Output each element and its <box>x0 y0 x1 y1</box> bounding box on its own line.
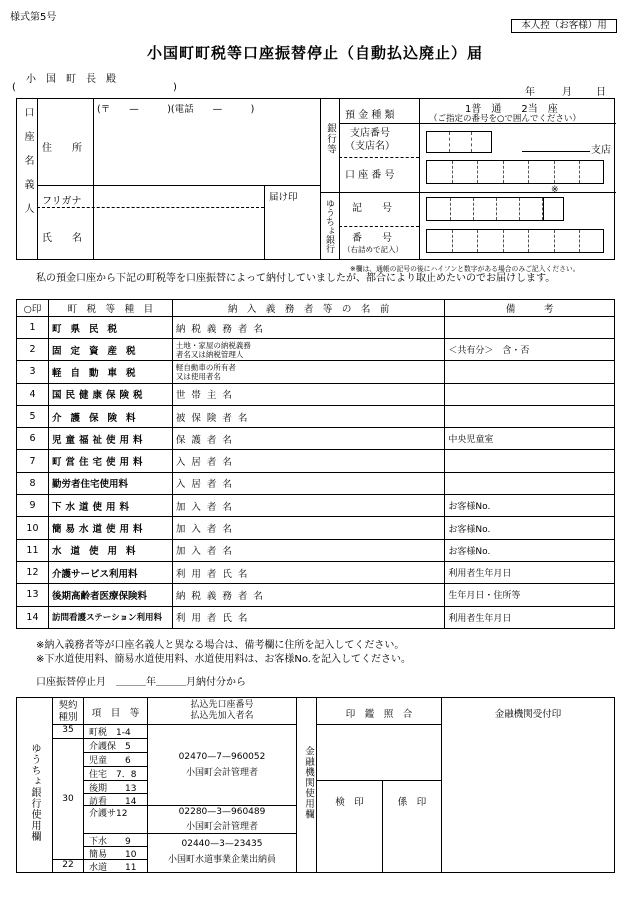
number-note: （右詰めで記入） <box>343 245 403 254</box>
tax-item: 簡易水道使用料 <box>48 517 172 539</box>
tax-item: 固定資産税 <box>48 339 172 361</box>
copy-label: 本人控（お客様）用 <box>511 19 617 33</box>
row-number[interactable]: 1 <box>17 317 49 339</box>
symbol-asterisk: ※ <box>551 185 559 195</box>
payer-label[interactable]: 加入者名 <box>172 539 444 561</box>
table-row <box>17 539 615 561</box>
tax-item: 後期高齢者医療保険料 <box>48 584 172 606</box>
remarks-cell[interactable] <box>445 450 615 472</box>
bottom-item-label: 後期 13 <box>89 784 137 794</box>
tax-table-header <box>17 300 615 317</box>
table-row <box>17 495 615 517</box>
table-row <box>17 361 615 383</box>
row-number[interactable]: 14 <box>17 606 49 628</box>
remarks-cell[interactable]: お客様No. <box>445 539 615 561</box>
tax-item: 訪問看護ステーション利用料 <box>48 606 172 628</box>
addressee-paren-close: ) <box>173 82 177 93</box>
table-row <box>17 405 615 427</box>
header-mark: ○印 <box>17 300 49 317</box>
remarks-cell[interactable]: 利用者生年月日 <box>445 606 615 628</box>
remarks-cell[interactable] <box>445 361 615 383</box>
deposit-type-label: 預 金 種 類 <box>345 110 395 121</box>
payer-label[interactable]: 利用者氏名 <box>172 561 444 583</box>
bottom-item-label: 水道 11 <box>89 863 137 873</box>
account-number-box[interactable] <box>426 160 604 184</box>
table-row <box>17 561 615 583</box>
furigana-label: フリガナ <box>42 196 82 207</box>
dest-account-2: 02280—3—960489 <box>178 807 266 817</box>
tax-item: 児童福祉使用料 <box>48 428 172 450</box>
remarks-cell[interactable]: 中央児童室 <box>445 428 615 450</box>
payer-label[interactable]: 加入者名 <box>172 517 444 539</box>
clerk-seal-label: 係 印 <box>397 797 427 808</box>
table-row <box>17 383 615 405</box>
finance-use-label: 金融機関使用欄 <box>303 746 314 820</box>
bank-side-label: 銀行等 <box>325 123 336 155</box>
symbol-label: 記 号 <box>352 203 392 214</box>
note-1: ※納入義務者等が口座名義人と異なる場合は、備考欄に住所を記入してください。 <box>36 640 405 651</box>
table-row <box>17 517 615 539</box>
dest-name-2: 小国町会計管理者 <box>185 822 258 832</box>
payer-label[interactable]: 納税義務者名 <box>172 317 444 339</box>
date-year: 年 <box>525 87 535 98</box>
yucho-use-label: ゆうちょ銀行使用欄 <box>29 743 40 842</box>
payer-label[interactable]: 入居者名 <box>172 472 444 494</box>
table-row <box>17 428 615 450</box>
remarks-cell[interactable] <box>445 472 615 494</box>
statement-text: 私の預金口座から下記の町税等を口座振替によって納付していましたが、都合により取止めたいのでお届けします。 <box>36 273 556 284</box>
remarks-cell[interactable]: 利用者生年月日 <box>445 561 615 583</box>
row-number[interactable]: 4 <box>17 383 49 405</box>
branch-number-box[interactable] <box>426 131 492 153</box>
col-contract-type: 契約 種別 <box>58 700 78 723</box>
seal-label: 届け印 <box>269 192 298 203</box>
date-month: 月 <box>562 87 572 98</box>
addressee: 小 国 町 長 殿 <box>26 74 116 85</box>
bottom-item-label: 簡易 10 <box>89 850 137 860</box>
tax-item: 町県民税 <box>48 317 172 339</box>
row-number[interactable]: 5 <box>17 405 49 427</box>
table-row <box>17 472 615 494</box>
verify-seal-label: 検 印 <box>335 797 364 808</box>
tax-table <box>16 299 615 629</box>
bottom-item-label: 住宅 7．8 <box>89 770 137 780</box>
dest-name-1: 小国町会計管理者 <box>185 768 258 778</box>
payer-label[interactable]: 土地・家屋の納税義務 者名又は納税管理人 <box>172 339 444 361</box>
deposit-options[interactable]: 1普 通 2当 座 <box>465 104 558 115</box>
payer-label[interactable]: 利用者氏名 <box>172 606 444 628</box>
bottom-contract-type: 30 <box>62 794 74 804</box>
note-2: ※下水道使用料、簡易水道使用料、水道使用料は、お客様No.を記入してください。 <box>36 654 411 665</box>
header-payer: 納 入 義 務 者 等 の 名 前 <box>172 300 444 317</box>
bottom-item-label: 下水 9 <box>89 837 131 847</box>
bottom-item-label: 介護サ12 <box>89 809 128 819</box>
col-destination: 払込先口座番号 払込先加入者名 <box>190 700 254 721</box>
payer-label[interactable]: 保護者名 <box>172 428 444 450</box>
row-number[interactable]: 6 <box>17 428 49 450</box>
bottom-contract-type: 35 <box>62 725 74 735</box>
branch-suffix: 支店 <box>591 145 611 156</box>
addressee-paren-open[interactable]: ( <box>12 82 16 93</box>
number-label: 番 号 <box>352 233 392 244</box>
tax-item: 下水道使用料 <box>48 495 172 517</box>
row-number[interactable]: 3 <box>17 361 49 383</box>
tax-item: 町営住宅使用料 <box>48 450 172 472</box>
row-number[interactable]: 10 <box>17 517 49 539</box>
table-row <box>17 450 615 472</box>
remarks-cell[interactable] <box>445 317 615 339</box>
yucho-side-label: ゆうちょ銀行 <box>324 199 334 253</box>
payer-label[interactable]: 加入者名 <box>172 495 444 517</box>
table-row <box>17 317 615 339</box>
address-label: 住 所 <box>42 143 82 154</box>
row-number[interactable]: 2 <box>17 339 49 361</box>
page-title: 小国町町税等口座振替停止（自動払込廃止）届 <box>146 44 483 62</box>
bottom-item-label: 介護保 5 <box>89 742 131 752</box>
bottom-item-label: 児童 6 <box>89 756 131 766</box>
date-day: 日 <box>596 87 606 98</box>
header-remarks: 備 考 <box>445 300 615 317</box>
reception-stamp-label: 金融機関受付印 <box>494 709 562 720</box>
remarks-cell[interactable] <box>445 405 615 427</box>
header-item: 町 税 等 種 目 <box>48 300 172 317</box>
remarks-cell[interactable]: ＜共有分＞ 含・否 <box>445 339 615 361</box>
remarks-cell[interactable]: 生年月日・住所等 <box>445 584 615 606</box>
tax-item: 軽自動車税 <box>48 361 172 383</box>
tax-item: 介護サービス利用料 <box>48 561 172 583</box>
row-number[interactable]: 12 <box>17 561 49 583</box>
dest-account-3: 02440—3—23435 <box>181 839 263 849</box>
payer-label[interactable]: 世帯主名 <box>172 383 444 405</box>
remarks-cell[interactable]: お客様No. <box>445 517 615 539</box>
row-number[interactable]: 8 <box>17 472 49 494</box>
yucho-number-box[interactable] <box>426 229 604 253</box>
branch-label: 支店番号 （支店名） <box>345 128 395 152</box>
bottom-item-label: 訪看 14 <box>89 797 137 807</box>
account-block <box>16 98 615 260</box>
seal-check-label: 印 鑑 照 合 <box>345 709 413 720</box>
col-item: 項 目 等 <box>91 708 140 719</box>
bottom-item-label: 町税 1-4 <box>89 728 131 738</box>
payer-label[interactable]: 納税義務者名 <box>172 584 444 606</box>
stop-month[interactable]: 口座振替停止月 ＿＿＿年＿＿＿月納付分から <box>36 677 246 688</box>
row-number[interactable]: 13 <box>17 584 49 606</box>
bottom-contract-type: 22 <box>62 860 74 870</box>
dest-name-3: 小国町水道事業企業出納員 <box>167 855 276 865</box>
form-number: 様式第5号 <box>10 12 57 23</box>
payer-label[interactable]: 入居者名 <box>172 450 444 472</box>
tax-item: 勤労者住宅使用料 <box>48 472 172 494</box>
deposit-note: （ご指定の番号を○で囲んでください） <box>429 114 581 124</box>
dest-account-1: 02470—7—960052 <box>178 752 266 762</box>
table-row <box>17 339 615 361</box>
account-number-label: 口 座 番 号 <box>345 170 395 181</box>
row-number[interactable]: 7 <box>17 450 49 472</box>
table-row <box>17 584 615 606</box>
payer-label[interactable]: 軽自動車の所有者 又は使用者名 <box>172 361 444 383</box>
row-number[interactable]: 11 <box>17 539 49 561</box>
remarks-cell[interactable]: お客様No. <box>445 495 615 517</box>
yucho-footnote: ※欄は、通帳の記号の後にハイフンと数字がある場合のみご記入ください。 <box>350 265 580 273</box>
remarks-cell[interactable] <box>445 383 615 405</box>
row-number[interactable]: 9 <box>17 495 49 517</box>
name-label: 氏 名 <box>42 233 82 244</box>
tax-item: 介護保険料 <box>48 405 172 427</box>
table-row <box>17 606 615 628</box>
bottom-block <box>16 697 615 873</box>
tax-item: 水道使用料 <box>48 539 172 561</box>
holder-side-label: 口座名義人 <box>22 107 33 227</box>
address-postal-phone[interactable]: (〒 — )(電話 — ) <box>97 104 255 115</box>
payer-label[interactable]: 被保険者名 <box>172 405 444 427</box>
tax-item: 国民健康保険税 <box>48 383 172 405</box>
